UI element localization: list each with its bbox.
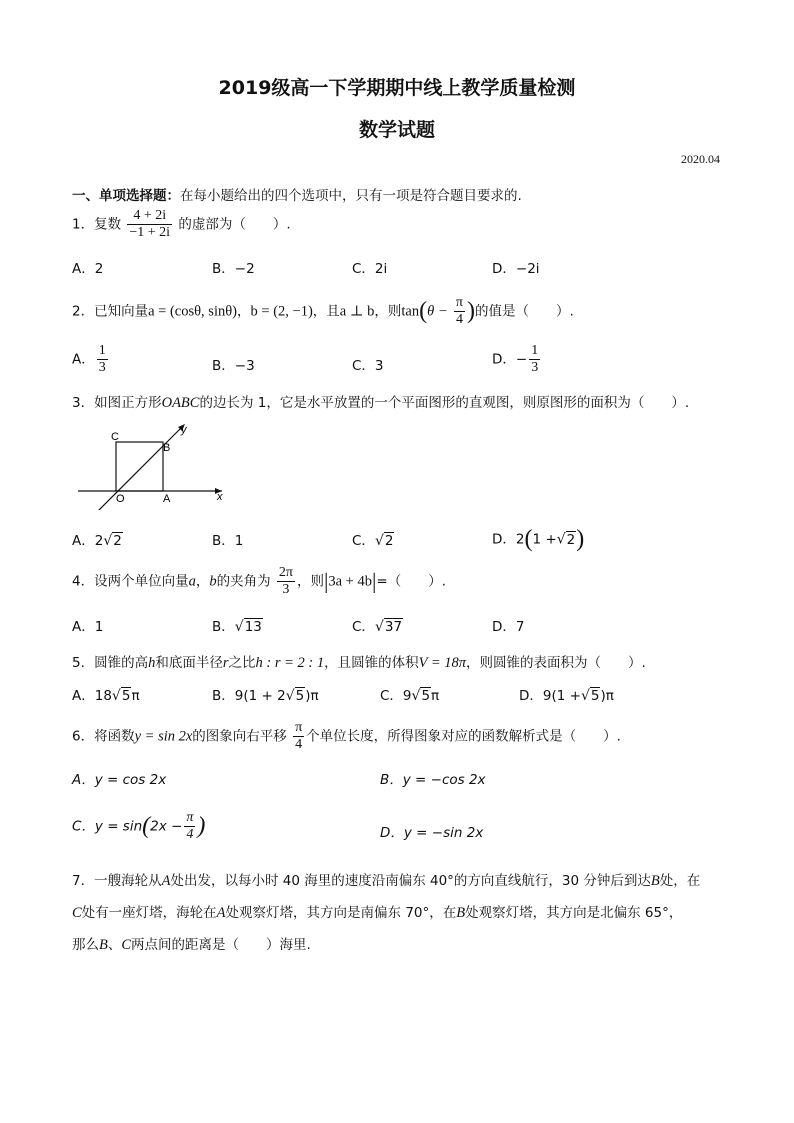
q4-option-c	[352, 615, 403, 635]
q1-prefix: 1．复数	[72, 216, 122, 233]
q2-option-c: C．3	[352, 358, 384, 374]
q2-paren-close: )	[467, 298, 475, 324]
q2-fraction	[454, 295, 465, 328]
q2-suffix: 的值是（ ）.	[475, 303, 574, 320]
q3-figure	[72, 420, 242, 510]
q7-l3-post: 两点间的距离是（ ）海里.	[131, 937, 311, 953]
question-7-line-2	[72, 901, 682, 922]
q5-volume: V = 18π	[418, 655, 466, 671]
q2-option-d	[492, 343, 542, 376]
q2-tan: tan	[401, 303, 420, 320]
q6-fraction	[293, 720, 304, 753]
q2-option-d-num: 1	[531, 343, 539, 358]
q2-option-a-label: A．	[72, 351, 95, 368]
q2-perp: a ⊥ b	[339, 303, 375, 320]
q6-option-c-label: C．y = sin	[72, 818, 143, 835]
question-5	[72, 651, 646, 672]
q3-option-d-inner: 1 +	[532, 531, 557, 548]
q7-l3-pre: 那么	[72, 937, 99, 953]
q4-vec-b: b	[209, 573, 217, 590]
q5-prefix: 5．圆锥的高	[72, 655, 149, 671]
q7-point-c-3: C	[121, 937, 132, 953]
q3-label-b: B	[163, 442, 171, 454]
q3-square-name: OABC	[161, 395, 200, 411]
q2-fraction-den: 4	[455, 312, 463, 327]
q4-vec-a: a	[188, 573, 196, 590]
q5-mid1: 和底面半径	[155, 655, 223, 671]
q2-theta: θ −	[427, 303, 448, 320]
q3-label-a: A	[163, 493, 171, 505]
q6-option-c-den: 4	[186, 827, 194, 842]
q2-then: ，则	[374, 303, 402, 320]
q3-option-a-label: A．2	[72, 533, 104, 549]
section-instruction: 在每小题给出的四个选项中，只有一项是符合题目要求的.	[180, 188, 522, 204]
q2-option-a-num: 1	[98, 343, 106, 358]
q4-fraction	[277, 565, 295, 598]
q5-option-d	[519, 684, 614, 704]
q5-option-c-pi: π	[431, 688, 440, 704]
q4-sep: ，	[195, 573, 210, 590]
q4-option-c-radicand: 37	[384, 619, 403, 635]
q4-option-c-radical-icon: √	[374, 619, 384, 635]
q3-option-c-radical-icon: √	[374, 533, 384, 549]
q3-option-a-radicand: 2	[113, 533, 122, 549]
q5-option-b-close: )π	[305, 688, 319, 704]
section-heading	[72, 184, 522, 204]
q7-point-b-1: B	[650, 873, 660, 889]
q2-option-b: B．−3	[212, 358, 255, 374]
q3-option-d-label: D．2	[492, 531, 525, 548]
question-1	[72, 208, 291, 241]
q7-point-a-2: A	[216, 905, 226, 921]
q5-option-c-radical-icon: √	[411, 688, 421, 704]
q5-suffix: ，则圆锥的表面积为（ ）.	[466, 655, 646, 671]
q2-option-a	[72, 343, 110, 376]
q1-numerator: 4 + 2i	[127, 208, 172, 225]
q6-option-d: D．y = −sin 2x	[380, 825, 484, 841]
q1-denominator: −1 + 2i	[129, 225, 171, 240]
q7-l1-mid: 处出发，以每小时 40 海里的速度沿南偏东 40°的方向直线航行，30 分钟后到达	[170, 873, 651, 889]
q3-label-c: C	[111, 431, 119, 443]
q2-vector-b: b = (2, −1)	[250, 303, 313, 320]
exam-date: 2020.04	[681, 152, 720, 166]
q3-option-d-radical-icon: √	[556, 531, 566, 548]
q5-option-c-radicand: 5	[421, 688, 431, 704]
q7-l2-mid1: 处有一座灯塔，海轮在	[81, 905, 217, 921]
q2-option-d-label: D．−	[492, 351, 528, 368]
q5-option-c	[380, 684, 439, 704]
q4-fraction-num: 2π	[278, 565, 293, 580]
q3-suffix: 的边长为 1，它是水平放置的一个平面图形的直观图，则原图形的面积为（ ）.	[199, 395, 690, 411]
q2-option-a-den: 3	[98, 360, 106, 375]
q5-option-a	[72, 684, 140, 704]
q6-fraction-den: 4	[295, 737, 303, 752]
section-label: 一、单项选择题：	[72, 188, 180, 204]
q3-option-d-radicand: 2	[566, 531, 576, 548]
q3-option-a	[72, 529, 123, 549]
q3-option-c	[352, 529, 394, 549]
q4-then: ，则	[296, 573, 324, 590]
q5-option-d-radical-icon: √	[580, 688, 590, 704]
q4-option-a: A．1	[72, 619, 104, 635]
q3-label-o: O	[116, 493, 125, 505]
q2-fraction-num: π	[455, 295, 463, 310]
q7-l1-pre: 7．一艘海轮从	[72, 873, 162, 889]
q4-option-b-radicand: 13	[244, 619, 262, 635]
q3-option-a-radical-icon: √	[103, 533, 113, 549]
q5-option-a-radicand: 5	[121, 688, 131, 704]
q3-option-d-paren-close: )	[576, 526, 585, 552]
q5-option-b-open: (1 + 2	[243, 688, 286, 704]
q4-expression: 3a + 4b	[328, 573, 372, 590]
q2-mid: ，且	[312, 303, 340, 320]
q5-mid3: ，且圆锥的体积	[324, 655, 419, 671]
question-6	[72, 720, 621, 753]
q6-option-c-frac	[184, 810, 195, 843]
q2-option-d-frac	[529, 343, 540, 376]
q6-option-c-num: π	[186, 810, 194, 825]
q2-sep: ，	[237, 303, 251, 320]
q3-option-d-paren-open: (	[524, 526, 533, 552]
q3-label-y: y	[181, 424, 187, 436]
q7-point-b-3: B	[99, 937, 108, 953]
question-2	[72, 295, 574, 328]
q4-prefix: 4．设两个单位向量	[72, 573, 189, 590]
q5-ratio: h : r = 2 : 1	[255, 655, 325, 671]
q5-option-d-label: D．9	[519, 688, 552, 704]
q1-suffix: 的虚部为（ ）.	[178, 216, 291, 233]
q2-paren-open: (	[419, 298, 428, 324]
q6-prefix: 6．将函数	[72, 728, 135, 745]
q4-option-d: D．7	[492, 619, 525, 635]
q6-fraction-num: π	[295, 720, 303, 735]
q3-option-d	[492, 526, 584, 553]
q5-option-a-label: A．18	[72, 688, 112, 704]
q4-option-b-radical-icon: √	[234, 619, 244, 635]
q3-label-x: x	[217, 491, 223, 503]
question-7-line-3	[72, 933, 311, 954]
q3-option-c-radicand: 2	[384, 533, 394, 549]
q4-mid: 的夹角为	[216, 573, 271, 590]
q5-option-a-pi: π	[131, 688, 140, 704]
q5-h: h	[148, 655, 156, 671]
q4-abs-close: |	[372, 568, 377, 594]
q7-l1-post: 处，在	[659, 873, 701, 889]
q5-option-d-close: )π	[600, 688, 614, 704]
q6-option-c-inner: 2x −	[150, 818, 183, 835]
q6-option-a: A．y = cos 2x	[72, 772, 167, 788]
q5-option-a-radical-icon: √	[111, 688, 121, 704]
q4-suffix: =（ ）.	[376, 573, 447, 590]
question-3	[72, 391, 689, 412]
q4-abs-open: |	[323, 568, 329, 594]
q4-option-b	[212, 615, 263, 635]
q3-square	[116, 442, 163, 491]
q5-option-b-radical-icon: √	[285, 688, 295, 704]
q7-l2-post: 处观察灯塔，其方向是北偏东 65°，	[465, 905, 683, 921]
q1-option-a: A．2	[72, 261, 104, 277]
q6-option-c-paren-close: )	[197, 813, 206, 839]
q5-option-d-radicand: 5	[590, 688, 600, 704]
q1-fraction	[127, 208, 172, 241]
q6-mid: 的图象向右平移	[192, 728, 287, 745]
q4-fraction-den: 3	[282, 582, 290, 597]
q3-prefix: 3．如图正方形	[72, 395, 162, 411]
q3-option-b: B．1	[212, 533, 244, 549]
q5-mid2: 之比	[228, 655, 256, 671]
q6-option-c-paren-open: (	[142, 813, 151, 839]
q4-option-c-label: C．	[352, 619, 375, 635]
question-7-line-1	[72, 869, 700, 890]
exam-title: 2019级高一下学期期中线上教学质量检测	[218, 77, 576, 99]
q5-option-b-label: B．9	[212, 688, 244, 704]
q2-prefix: 2．已知向量	[72, 303, 149, 320]
q7-point-b-2: B	[456, 905, 466, 921]
q7-point-c-1: C	[72, 905, 82, 921]
q1-option-c: C．2i	[352, 261, 388, 277]
q6-option-c	[72, 810, 205, 843]
q4-option-b-label: B．	[212, 619, 235, 635]
q5-option-d-open: (1 +	[551, 688, 581, 704]
q2-option-a-frac	[97, 343, 108, 376]
q6-option-b: B．y = −cos 2x	[380, 772, 486, 788]
q1-option-b: B．−2	[212, 261, 255, 277]
q2-vector-a: a = (cosθ, sinθ)	[148, 303, 238, 320]
question-4	[72, 565, 446, 598]
q5-option-b	[212, 684, 319, 704]
exam-subject: 数学试题	[358, 119, 435, 141]
q5-option-c-label: C．9	[380, 688, 412, 704]
q1-option-d: D．−2i	[492, 261, 540, 277]
q3-option-c-label: C．	[352, 533, 375, 549]
q7-point-a-1: A	[161, 873, 171, 889]
q5-option-b-radicand: 5	[295, 688, 305, 704]
q7-l3-mid: 、	[107, 937, 122, 953]
q6-function: y = sin 2x	[134, 728, 193, 745]
q2-option-d-den: 3	[531, 360, 539, 375]
q5-r: r	[222, 655, 229, 671]
q7-l2-mid2: 处观察灯塔，其方向是南偏东 70°，在	[225, 905, 457, 921]
q6-suffix: 个单位长度，所得图象对应的函数解析式是（ ）.	[306, 728, 621, 745]
